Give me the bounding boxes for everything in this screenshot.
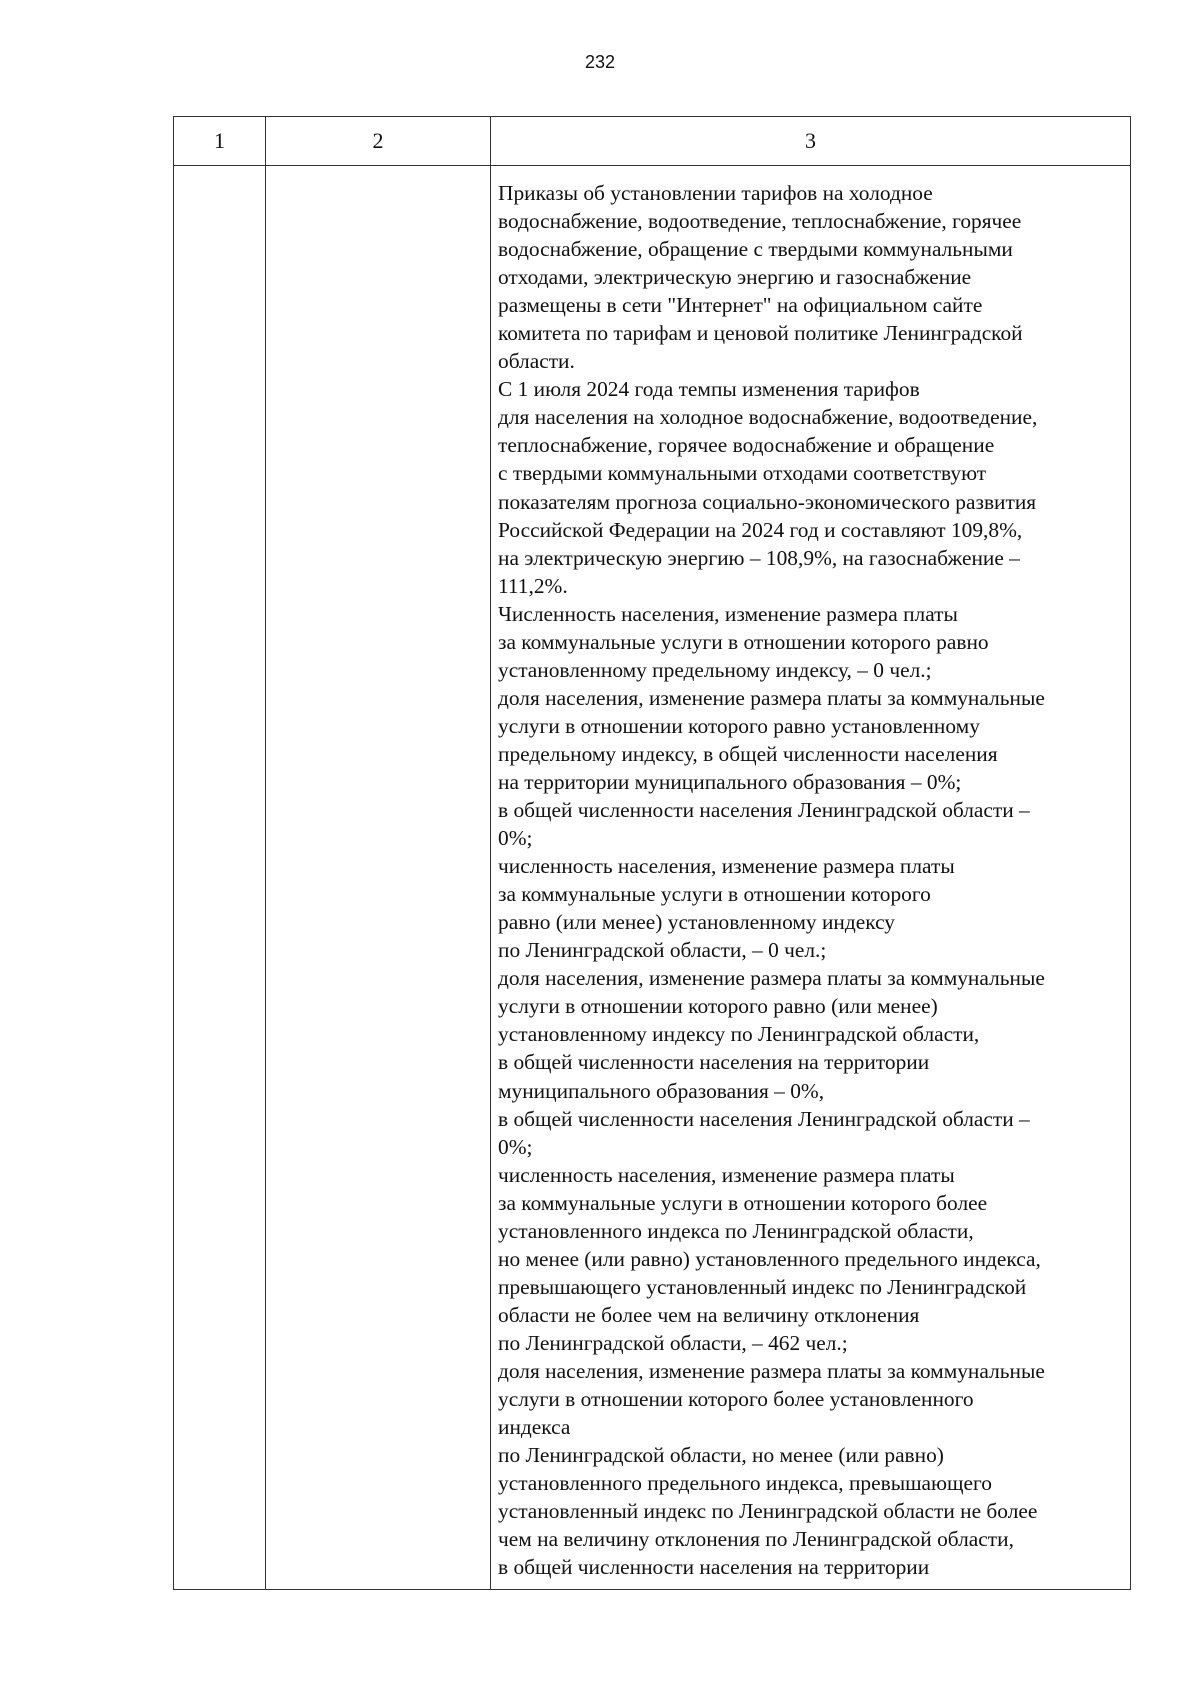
text-line: 0%; bbox=[498, 826, 533, 851]
text-line: услуги в отношении которого равно установленному bbox=[498, 713, 980, 738]
text-line: доля населения, изменение размера платы за коммунальные bbox=[498, 685, 1045, 710]
tariff-description-text bbox=[491, 166, 1130, 1581]
text-line: в общей численности населения Ленинградской области – bbox=[498, 1106, 1030, 1131]
column-header-1: 1 bbox=[174, 117, 266, 166]
text-line: установленному предельному индексу, – 0 чел.; bbox=[498, 657, 932, 682]
text-line: Приказы об установлении тарифов на холодное bbox=[498, 181, 933, 205]
text-line: теплоснабжение, горячее водоснабжение и обращение bbox=[498, 433, 995, 458]
text-line: численность населения, изменение размера платы bbox=[498, 1162, 955, 1187]
cell-column-3 bbox=[491, 166, 1131, 1590]
text-line: 111,2%. bbox=[498, 573, 568, 598]
text-line: услуги в отношении которого более установленного bbox=[498, 1387, 974, 1412]
text-line: Численность населения, изменение размера платы bbox=[498, 601, 958, 626]
text-line: услуги в отношении которого равно (или менее) bbox=[498, 994, 938, 1019]
text-line: по Ленинградской области, но менее (или равно) bbox=[498, 1443, 944, 1468]
text-line: предельному индексу, в общей численности населения bbox=[498, 741, 998, 766]
text-line: области. bbox=[498, 349, 575, 374]
text-line: за коммунальные услуги в отношении которого равно bbox=[498, 629, 989, 654]
text-line: Российской Федерации на 2024 год и составляют 109,8%, bbox=[498, 517, 1023, 542]
text-line: но менее (или равно) установленного предельного индекса, bbox=[498, 1246, 1041, 1271]
text-line: за коммунальные услуги в отношении которого bbox=[498, 882, 931, 907]
text-line: по Ленинградской области, – 0 чел.; bbox=[498, 938, 827, 963]
text-line: отходами, электрическую энергию и газоснабжение bbox=[498, 265, 972, 290]
text-line: установленного индекса по Ленинградской области, bbox=[498, 1218, 974, 1243]
text-line: численность населения, изменение размера платы bbox=[498, 854, 955, 879]
text-line: на электрическую энергию – 108,9%, на газоснабжение – bbox=[498, 545, 1020, 570]
document-table bbox=[173, 116, 1131, 1590]
text-line: установленный индекс по Ленинградской области не более bbox=[498, 1499, 1038, 1524]
text-line: размещены в сети "Интернет" на официальном сайте bbox=[498, 293, 983, 318]
text-line: комитета по тарифам и ценовой политике Ленинградской bbox=[498, 321, 1023, 346]
text-line: в общей численности населения на территории bbox=[498, 1050, 930, 1075]
text-line: за коммунальные услуги в отношении которого более bbox=[498, 1190, 988, 1215]
text-line: области не более чем на величину отклонения bbox=[498, 1302, 920, 1327]
text-line: чем на величину отклонения по Ленинградской области, bbox=[498, 1527, 1014, 1552]
column-header-3: 3 bbox=[491, 117, 1131, 166]
text-line: в общей численности населения Ленинградской области – bbox=[498, 798, 1030, 823]
cell-column-1 bbox=[174, 166, 266, 1590]
text-line: муниципального образования – 0%, bbox=[498, 1078, 825, 1103]
text-line: равно (или менее) установленному индексу bbox=[498, 910, 895, 935]
text-line: индекса bbox=[498, 1415, 571, 1440]
text-line: установленного предельного индекса, превышающего bbox=[498, 1471, 992, 1496]
text-line: С 1 июля 2024 года темпы изменения тарифов bbox=[498, 377, 920, 402]
text-line: в общей численности населения на территории bbox=[498, 1555, 930, 1580]
text-line: доля населения, изменение размера платы за коммунальные bbox=[498, 966, 1045, 991]
text-line: водоснабжение, водоотведение, теплоснабжение, горячее bbox=[498, 209, 1022, 234]
table-row bbox=[174, 166, 1131, 1590]
page-number: 232 bbox=[584, 52, 616, 72]
text-line: 0%; bbox=[498, 1134, 533, 1159]
column-header-2: 2 bbox=[266, 117, 491, 166]
text-line: по Ленинградской области, – 462 чел.; bbox=[498, 1330, 848, 1355]
text-line: установленному индексу по Ленинградской области, bbox=[498, 1022, 980, 1047]
table-header-row bbox=[174, 117, 1131, 166]
text-line: превышающего установленный индекс по Ленинградской bbox=[498, 1274, 1027, 1299]
text-line: с твердыми коммунальными отходами соответствуют bbox=[498, 461, 987, 486]
cell-column-2 bbox=[266, 166, 491, 1590]
text-line: на территории муниципального образования – 0%; bbox=[498, 769, 962, 794]
text-line: показателям прогноза социально-экономического развития bbox=[498, 489, 1037, 514]
text-line: доля населения, изменение размера платы за коммунальные bbox=[498, 1358, 1045, 1383]
text-line: водоснабжение, обращение с твердыми коммунальными bbox=[498, 237, 1013, 262]
text-line: для населения на холодное водоснабжение, водоотведение, bbox=[498, 405, 1038, 430]
